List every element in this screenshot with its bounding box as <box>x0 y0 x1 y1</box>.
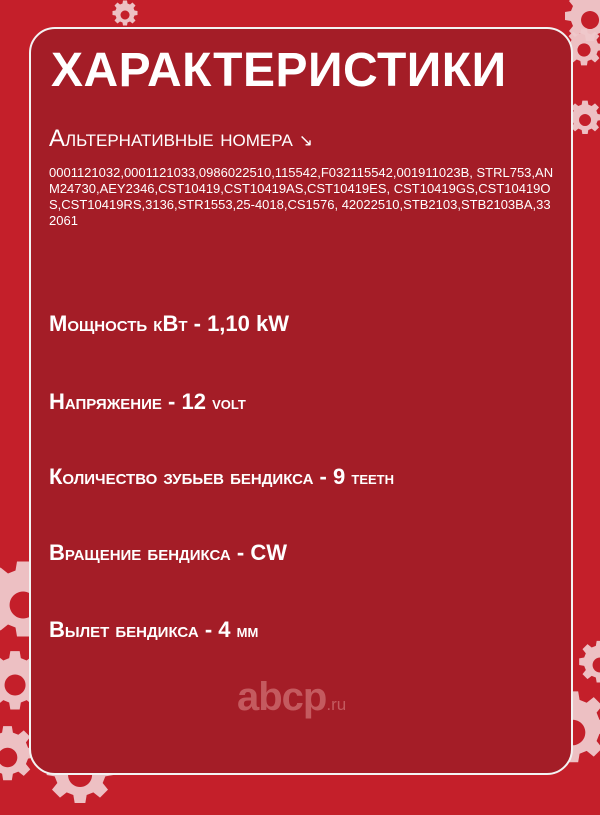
spec-value: CW <box>250 540 287 565</box>
spec-voltage <box>49 389 246 415</box>
page-title: ХАРАКТЕРИСТИКИ <box>51 44 507 97</box>
spec-separator: - <box>161 389 182 414</box>
spec-label: Вылет бендикса <box>49 617 199 642</box>
logo-text: abcp <box>237 675 327 719</box>
spec-separator: - <box>313 464 333 489</box>
alt-numbers-list: 0001121032,0001121033,0986022510,115542,F032115542,001911023B, STRL753,ANM24730,AEY2346,CST10419,CST10419AS,CST10419ES, CST10419GS,CST10419OS,CST10419RS,3136,STR1553,25-4018,CS1576, 42022510,STB2103,STB2103BA,332061 <box>49 165 554 228</box>
spec-label: Количество зубьев бендикса <box>49 464 314 489</box>
spec-separator: - <box>230 540 251 565</box>
spec-label: Вращение бендикса <box>49 540 231 565</box>
alt-numbers-heading <box>49 125 313 153</box>
spec-unit: volt <box>212 393 246 414</box>
spec-unit: мм <box>236 621 259 642</box>
logo-tld: .ru <box>326 695 347 714</box>
spec-label: Мощность кВт <box>49 311 188 336</box>
arrow-down-right-icon: ↘ <box>298 131 314 150</box>
gear-icon <box>110 0 140 30</box>
spec-rotation <box>49 540 287 566</box>
spec-unit: kW <box>256 311 290 336</box>
spec-offset <box>49 617 258 643</box>
specifications-card <box>29 27 573 775</box>
gear-icon <box>575 640 600 690</box>
spec-label: Напряжение <box>49 389 162 414</box>
spec-value: 9 <box>333 464 346 489</box>
spec-separator: - <box>187 311 208 336</box>
alt-numbers-heading-text: Альтернативные номера <box>49 125 293 152</box>
watermark-logo <box>237 675 346 720</box>
spec-unit: teeth <box>351 468 394 489</box>
spec-separator: - <box>198 617 219 642</box>
spec-value: 1,10 <box>207 311 250 336</box>
spec-power <box>49 311 289 337</box>
spec-value: 12 <box>181 389 206 414</box>
spec-value: 4 <box>218 617 231 642</box>
spec-teeth <box>49 464 394 490</box>
